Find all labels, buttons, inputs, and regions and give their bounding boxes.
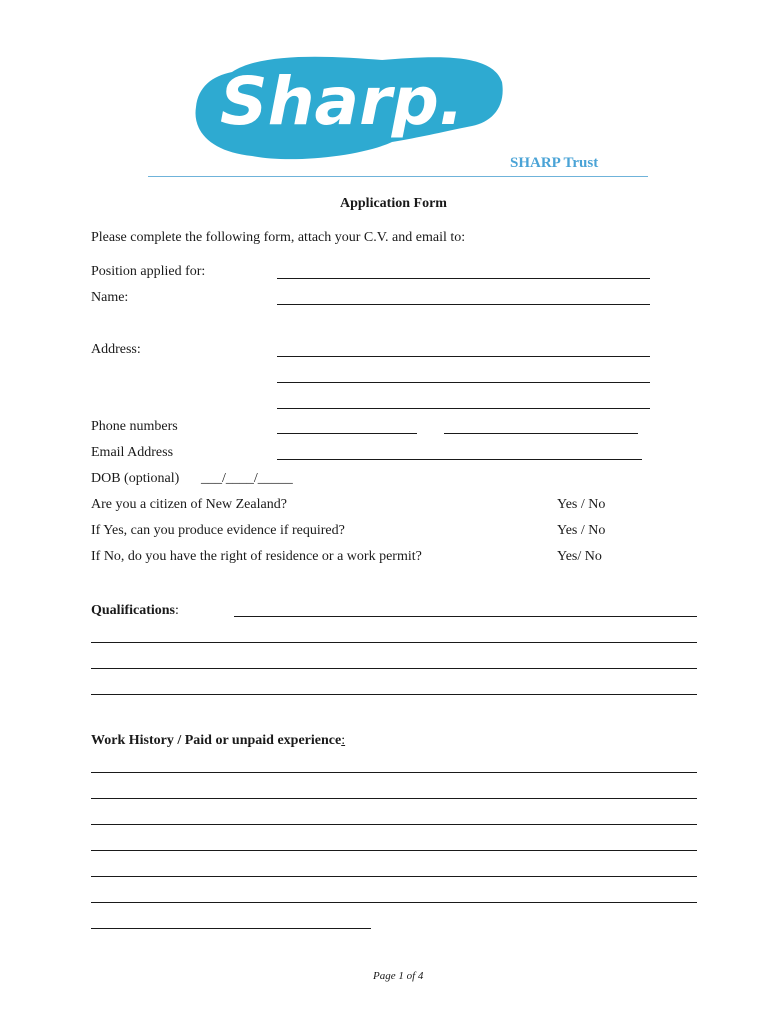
work-history-heading bbox=[91, 733, 345, 749]
header-divider bbox=[148, 176, 648, 177]
qualifications-label: Qualifications bbox=[91, 603, 176, 618]
dob-input[interactable]: ___/____/_____ bbox=[201, 471, 293, 486]
phone-label: Phone numbers bbox=[91, 419, 178, 434]
qualifications-line-1[interactable] bbox=[234, 616, 697, 617]
address-input-line-2[interactable] bbox=[277, 382, 650, 383]
phone-input-line-1[interactable] bbox=[277, 433, 417, 434]
address-label: Address: bbox=[91, 342, 141, 357]
logo-text: Sharp. bbox=[220, 63, 464, 140]
work-history-line-6[interactable] bbox=[91, 902, 697, 903]
work-history-line-2[interactable] bbox=[91, 798, 697, 799]
citizen-question: Are you a citizen of New Zealand? bbox=[91, 497, 287, 512]
residence-question: If No, do you have the right of residence or a work permit? bbox=[91, 549, 422, 564]
dob-label: DOB (optional) bbox=[91, 471, 180, 486]
address-input-line-3[interactable] bbox=[277, 408, 650, 409]
position-input-line[interactable] bbox=[277, 278, 650, 279]
qualifications-line-4[interactable] bbox=[91, 694, 697, 695]
email-input-line[interactable] bbox=[277, 459, 642, 460]
qualifications-colon: : bbox=[175, 603, 179, 618]
qualifications-line-2[interactable] bbox=[91, 642, 697, 643]
citizen-answer[interactable]: Yes / No bbox=[557, 497, 606, 512]
name-input-line[interactable] bbox=[277, 304, 650, 305]
org-name: SHARP Trust bbox=[510, 155, 599, 171]
work-history-line-7[interactable] bbox=[91, 928, 371, 929]
position-label: Position applied for: bbox=[91, 264, 206, 279]
work-history-line-3[interactable] bbox=[91, 824, 697, 825]
page-number: Page 1 of 4 bbox=[373, 970, 424, 982]
email-label: Email Address bbox=[91, 445, 174, 460]
name-label: Name: bbox=[91, 290, 129, 305]
sharp-logo bbox=[192, 52, 506, 162]
evidence-question: If Yes, can you produce evidence if required? bbox=[91, 523, 345, 538]
work-history-line-5[interactable] bbox=[91, 876, 697, 877]
residence-answer[interactable]: Yes/ No bbox=[557, 549, 602, 564]
form-title: Application Form bbox=[340, 196, 447, 211]
intro-text: Please complete the following form, attach your C.V. and email to: bbox=[91, 230, 466, 245]
work-history-line-1[interactable] bbox=[91, 772, 697, 773]
work-history-label: Work History / Paid or unpaid experience bbox=[91, 733, 342, 748]
evidence-answer[interactable]: Yes / No bbox=[557, 523, 606, 538]
address-input-line-1[interactable] bbox=[277, 356, 650, 357]
work-history-colon: : bbox=[341, 733, 346, 748]
qualifications-heading bbox=[91, 603, 179, 619]
phone-input-line-2[interactable] bbox=[444, 433, 638, 434]
qualifications-line-3[interactable] bbox=[91, 668, 697, 669]
work-history-line-4[interactable] bbox=[91, 850, 697, 851]
